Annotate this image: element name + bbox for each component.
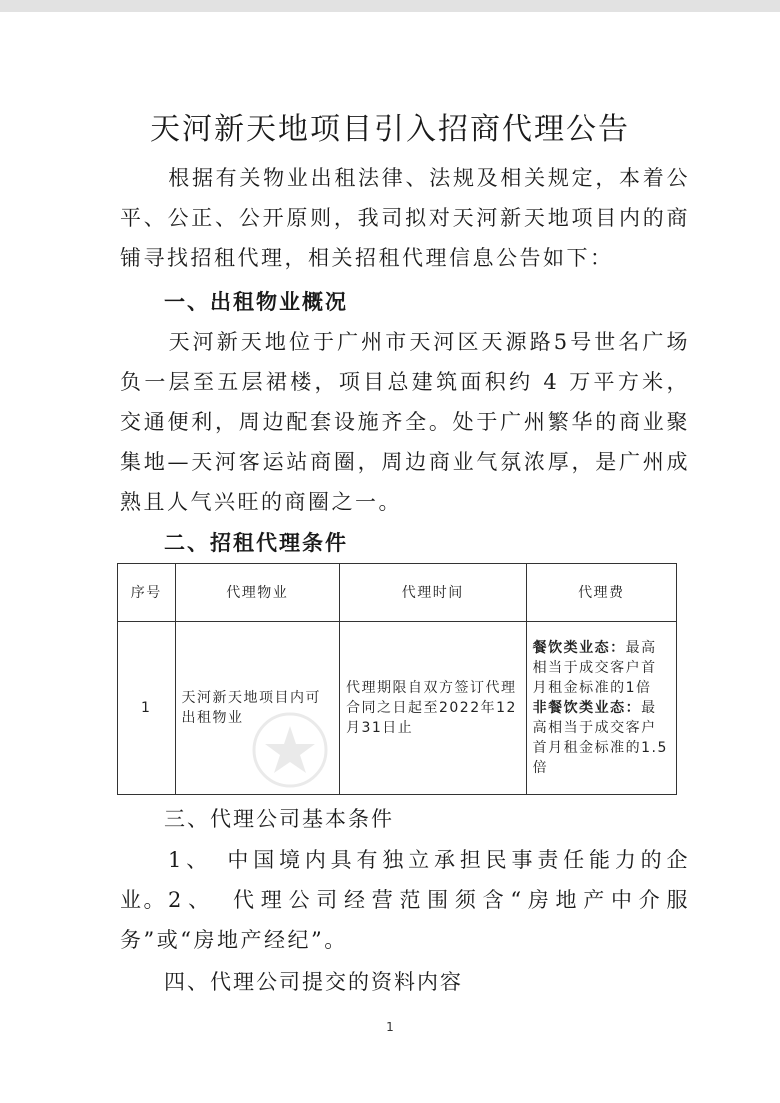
header-property: 代理物业 [175,564,339,622]
section-3-item-2 [120,880,690,960]
table-row [118,622,677,795]
fee-text-non-catering: 最高相当于成交客户首月租金标准的1.5倍 [532,700,668,776]
header-fee: 代理费 [526,564,676,622]
section-1-text: 天河新天地位于广州市天河区天源路5号世名广场负一层至五层裙楼，项目总建筑面积约 4 万平方米，交通便利，周边配套设施齐全。处于广州繁华的商业聚集地—天河客运站商圈，周边商业气氛浓厚，是广州成熟且人气兴旺的商圈之一。 [120,330,690,514]
section-3-heading: 三、代理公司基本条件 [164,807,394,831]
cell-fee [526,622,676,795]
cell-property: 天河新天地项目内可出租物业 [175,622,339,795]
fee-text-catering: 最高相当于成交客户首月租金标准的1倍 [532,640,657,696]
document-title: 天河新天地项目引入招商代理公告 [150,112,630,147]
cell-time: 代理期限自双方签订代理合同之日起至2022年12月31日止 [339,622,526,795]
faint-seal-icon [250,710,330,790]
section-1-paragraph [120,322,690,522]
cell-no: 1 [118,622,176,795]
section-2-heading: 二、招租代理条件 [164,531,348,555]
section-1-heading: 一、出租物业概况 [164,290,348,314]
fee-label-catering: 餐饮类业态： [532,640,626,656]
fee-label-non-catering: 非餐饮类业态： [532,700,642,716]
table-header-row [118,564,677,622]
section-3-item-2-text: 2、 代理公司经营范围须含“房地产中介服务”或“房地产经纪”。 [120,888,690,952]
page-number: 1 [386,1020,394,1034]
section-3-item-1-text: 1、 中国境内具有独立承担民事责任能力的企业。 [120,848,690,912]
intro-text: 根据有关物业出租法律、法规及相关规定，本着公平、公正、公开原则，我司拟对天河新天地项目内的商铺寻找招租代理，相关招租代理信息公告如下： [120,166,690,270]
intro-paragraph [120,158,690,278]
header-no: 序号 [118,564,176,622]
agency-terms-table [117,563,677,795]
section-4-heading: 四、代理公司提交的资料内容 [164,970,463,994]
header-time: 代理时间 [339,564,526,622]
